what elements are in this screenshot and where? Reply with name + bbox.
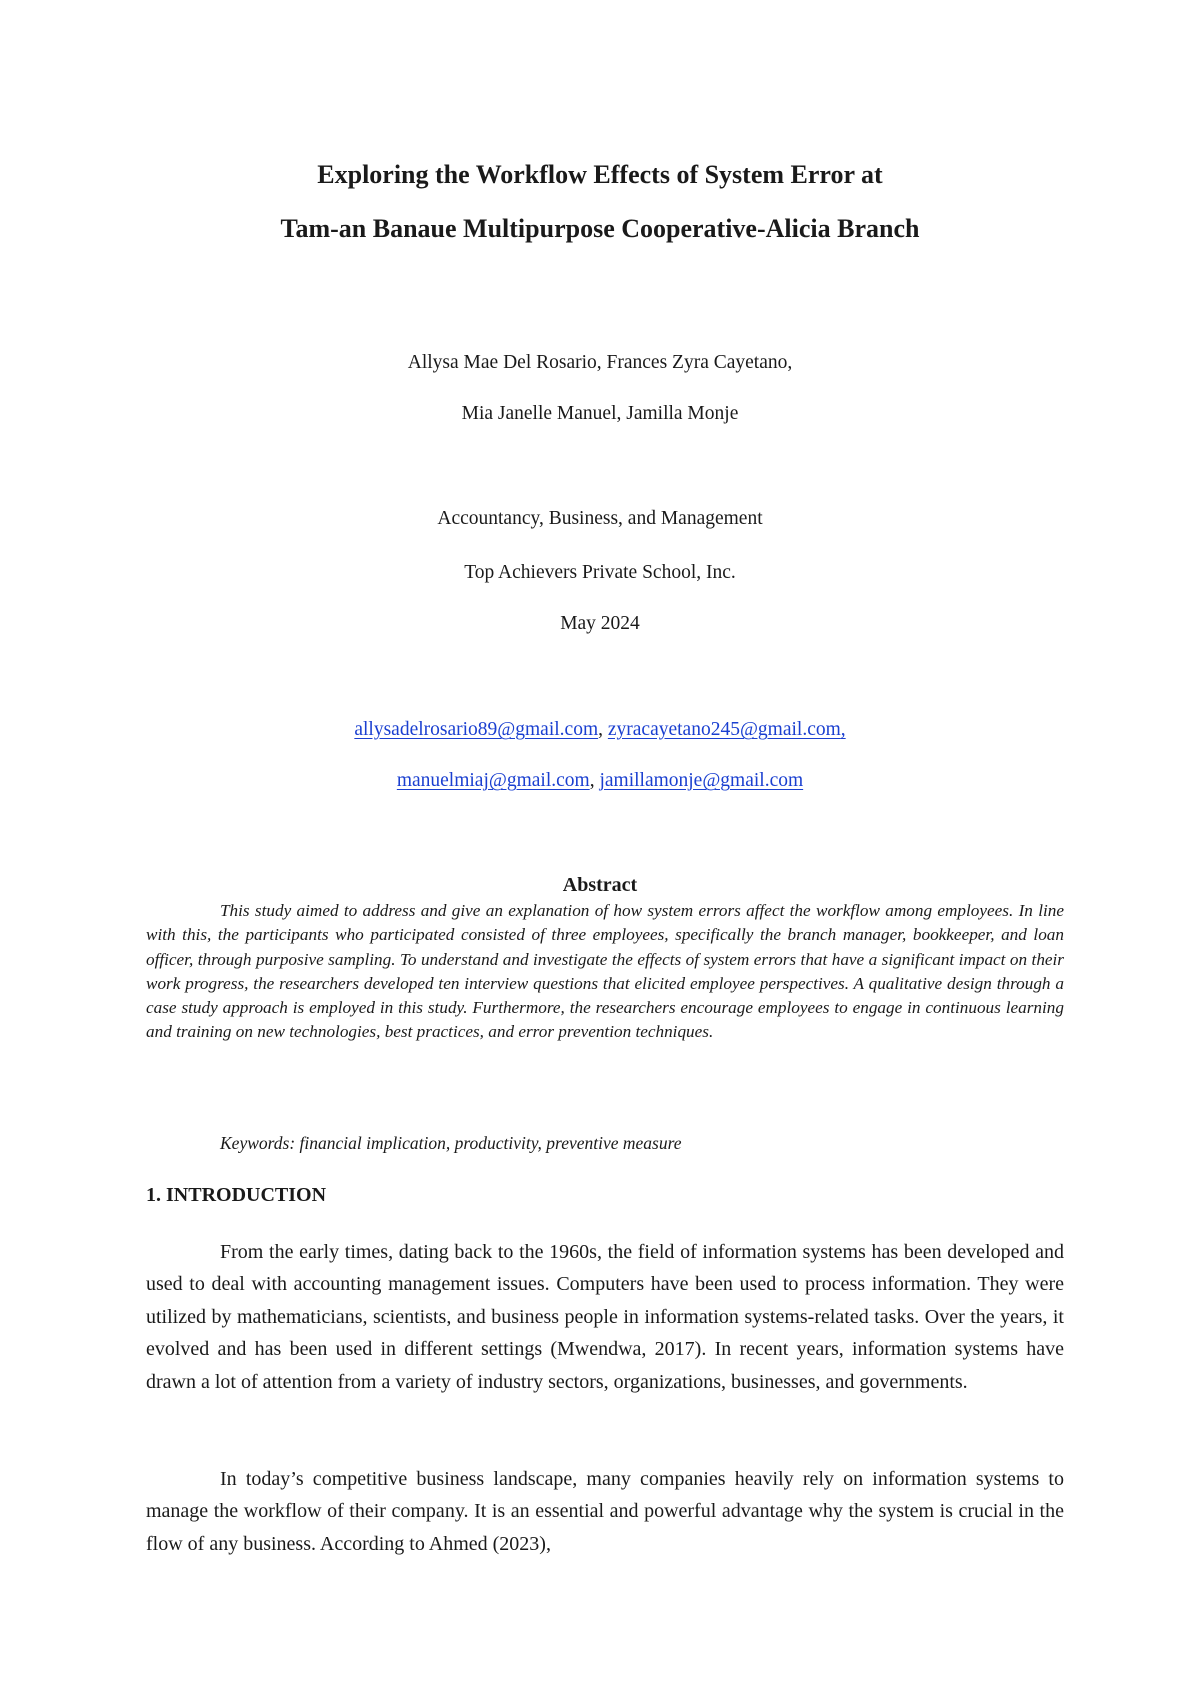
email-link-3[interactable]: manuelmiaj@gmail.com: [396, 770, 590, 791]
email-trailing-comma[interactable]: ,: [840, 719, 846, 740]
authors-line-2: Mia Janelle Manuel, Jamilla Monje: [461, 403, 739, 424]
email-link-1[interactable]: allysadelrosario89@gmail.com: [354, 719, 599, 740]
intro-paragraph-2-text: In today’s competitive business landscape, many companies heavily rely on information systems to manage the workflow of their company. It is an essential and powerful advantage why the system is crucial in the flow of any business. According to Ahmed (2023),: [146, 1468, 1064, 1555]
email-line-2: [0, 769, 1200, 793]
section-heading-introduction: 1. INTRODUCTION: [146, 1184, 327, 1206]
intro-paragraph-1: [146, 1236, 1064, 1398]
abstract-heading: Abstract: [562, 874, 638, 896]
paper-title-line-1: Exploring the Workflow Effects of System Error at: [317, 160, 883, 189]
email-link-2[interactable]: zyracayetano245@gmail.com: [607, 719, 841, 740]
email-line-1: [0, 718, 1200, 742]
abstract-body: [146, 899, 1064, 1045]
school: Top Achievers Private School, Inc.: [464, 562, 736, 583]
paper-title-line-2: Tam-an Banaue Multipurpose Cooperative-Alicia Branch: [280, 214, 920, 243]
email-separator: ,: [598, 719, 608, 740]
publication-date: May 2024: [560, 613, 640, 634]
email-separator: ,: [589, 770, 600, 791]
keywords: Keywords: financial implication, productivity, preventive measure: [220, 1133, 682, 1153]
department: Accountancy, Business, and Management: [437, 508, 763, 529]
email-link-4[interactable]: jamillamonje@gmail.com: [599, 770, 804, 791]
abstract-text: This study aimed to address and give an explanation of how system errors affect the workflow among employees. In line with this, the participants who participated consisted of three employees, specifically the branch manager, bookkeeper, and loan officer, through purposive sampling. To understand and investigate the effects of system errors that have a significant impact on their work progress, the researchers developed ten interview questions that elicited employee perspectives. A qualitative design through a case study approach is employed in this study. Furthermore, the researchers encourage employees to engage in continuous learning and training on new technologies, best practices, and error prevention techniques.: [146, 901, 1064, 1042]
authors-line-1: Allysa Mae Del Rosario, Frances Zyra Cayetano,: [407, 352, 793, 373]
intro-paragraph-1-text: From the early times, dating back to the 1960s, the field of information systems has been developed and used to deal with accounting management issues. Computers have been used to process information. They were utilized by mathematicians, scientists, and business people in information systems-related tasks. Over the years, it evolved and has been used in different settings (Mwendwa, 2017). In recent years, information systems have drawn a lot of attention from a variety of industry sectors, organizations, businesses, and governments.: [146, 1241, 1064, 1393]
intro-paragraph-2: [146, 1463, 1064, 1560]
